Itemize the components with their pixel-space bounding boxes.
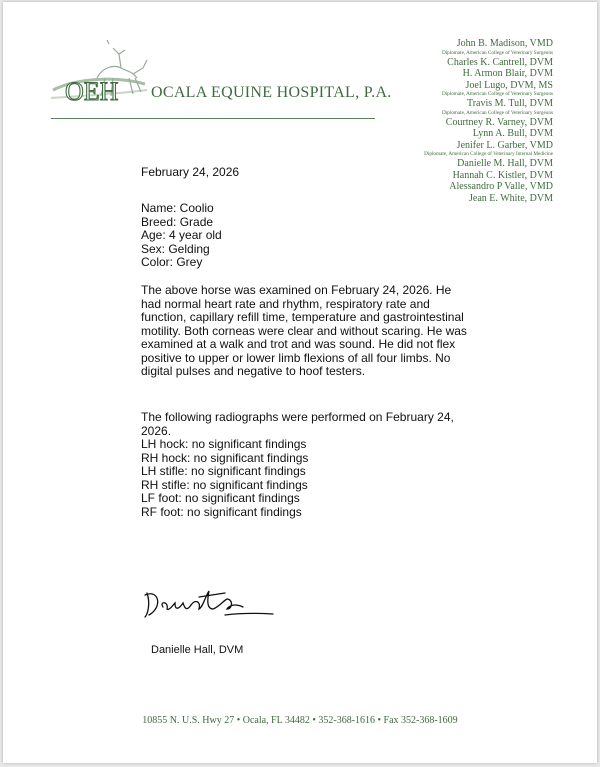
hospital-name: OCALA EQUINE HOSPITAL, P.A. — [151, 84, 392, 101]
radiograph-finding: LH stifle: no significant findings — [141, 464, 306, 478]
staff-name: Hannah C. Kistler, DVM — [452, 169, 553, 181]
staff-credential: Diplomate, American College of Veterinary Surgeons — [441, 109, 553, 116]
staff-name: H. Armon Blair, DVM — [462, 68, 553, 79]
staff-name: Jean E. White, DVM — [469, 192, 553, 204]
staff-member — [323, 80, 553, 99]
radiographs-intro: The following radiographs were performed on February 24, 2026. — [141, 410, 454, 438]
horse-name: Name: Coolio — [141, 201, 214, 215]
staff-member — [323, 38, 553, 57]
radiograph-finding: RH hock: no significant findings — [141, 450, 309, 465]
staff-member — [323, 117, 553, 129]
horse-logo — [47, 38, 347, 118]
radiograph-finding: LF foot: no significant findings — [141, 491, 300, 505]
horse-color: Color: Grey — [141, 255, 203, 269]
staff-member — [323, 128, 553, 140]
letter-page — [3, 2, 597, 763]
staff-name: Lynn A. Bull, DVM — [472, 128, 553, 139]
letter-date: February 24, 2026 — [141, 165, 240, 179]
staff-member — [323, 181, 553, 193]
staff-credential: Diplomate, American College of Veterinary Internal Medicine — [424, 151, 553, 157]
signer-name: Danielle Hall, DVM — [151, 644, 244, 656]
horse-breed: Breed: Grade — [141, 214, 214, 229]
staff-credential: Diplomate, American College of Veterinary Surgeons — [441, 49, 553, 56]
staff-name: Charles K. Cantrell, DVM — [447, 56, 553, 68]
staff-member — [323, 170, 553, 182]
staff-member — [323, 68, 553, 80]
radiograph-finding: RH stifle: no significant findings — [141, 477, 308, 492]
horse-sex: Sex: Gelding — [141, 241, 210, 256]
staff-member — [323, 158, 553, 170]
staff-name: Joel Lugo, DVM, MS — [465, 79, 553, 91]
staff-member — [323, 140, 553, 159]
staff-name: Jenifer L. Garber, VMD — [456, 139, 553, 151]
staff-name: Danielle M. Hall, DVM — [457, 158, 553, 169]
exam-paragraph: The above horse was examined on February 24, 2026. He had normal heart rate and rhythm, respiratory rate and function, capillary refill time, temperature and gastrointestinal motility. Both corneas were clear and without scaring. He was examined at a walk and trot and was sound. He did not flex positive to upper or lower limb flexions of all four limbs. No digital pulses and negative to hoof testers. — [141, 283, 467, 378]
staff-name: Travis M. Tull, DVM — [466, 98, 553, 109]
logo-initials: OEH — [65, 77, 119, 106]
radiograph-finding: LH hock: no significant findings — [141, 437, 307, 451]
radiograph-finding: RF foot: no significant findings — [141, 504, 302, 519]
staff-name: John B. Madison, VMD — [456, 38, 553, 49]
staff-member — [323, 193, 553, 205]
radiographs-section — [141, 411, 471, 519]
horse-info — [141, 202, 222, 270]
staff-name: Alessandro P Valle, VMD — [449, 181, 553, 192]
horse-age: Age: 4 year old — [141, 228, 222, 242]
staff-name: Courtney R. Varney, DVM — [445, 116, 553, 128]
staff-member — [323, 57, 553, 69]
handwritten-signature — [141, 585, 276, 625]
staff-list — [323, 38, 553, 204]
footer-address: 10855 N. U.S. Hwy 27 • Ocala, FL 34482 • 352-368-1616 • Fax 352-368-1609 — [142, 715, 458, 726]
staff-credential: Diplomate, American College of Veterinary Surgeons — [441, 91, 553, 97]
staff-member — [323, 98, 553, 117]
